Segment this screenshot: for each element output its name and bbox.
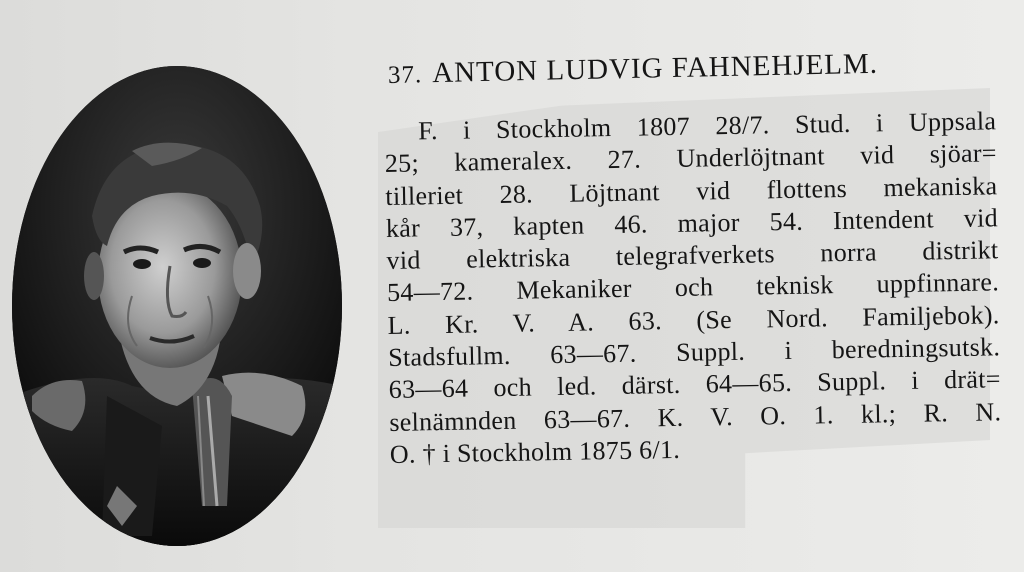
portrait-illustration [12,66,342,546]
biography-line: L. Kr. V. A. 63. (Se Nord. Familjebok). [387,300,1000,340]
entry-number: 37. [387,61,423,89]
biography-line: selnämnden 63—67. K. V. O. 1. kl.; R. N. [389,396,1002,437]
biography-line: vid elektriska telegrafverkets norra distrikt [386,235,999,276]
biography-line: Stadsfullm. 63—67. Suppl. i beredningsutsk. [387,332,1001,373]
biography-line: tilleriet 28. Löjtnant vid flottens mekaniska [385,170,998,211]
biography-text [384,105,1002,471]
biography-line: F. i Stockholm 1807 28/7. Stud. i Uppsala [418,106,997,146]
biography-line: 25; kameralex. 27. Underlöjtnant vid sjöar= [384,138,997,179]
biography-line: 54—72. Mekaniker och teknisk uppfinnare. [386,267,1000,308]
entry-heading [388,48,879,91]
biography-line: 63—64 och led. därst. 64—65. Suppl. i drät= [388,364,1001,405]
biography-line: O. † i Stockholm 1875 6/1. [389,434,681,469]
oval-portrait-photo [12,66,342,546]
biography-line: kår 37, kapten 46. major 54. Intendent vid [385,203,999,243]
entry-name: ANTON LUDVIG FAHNEHJELM. [431,47,879,90]
